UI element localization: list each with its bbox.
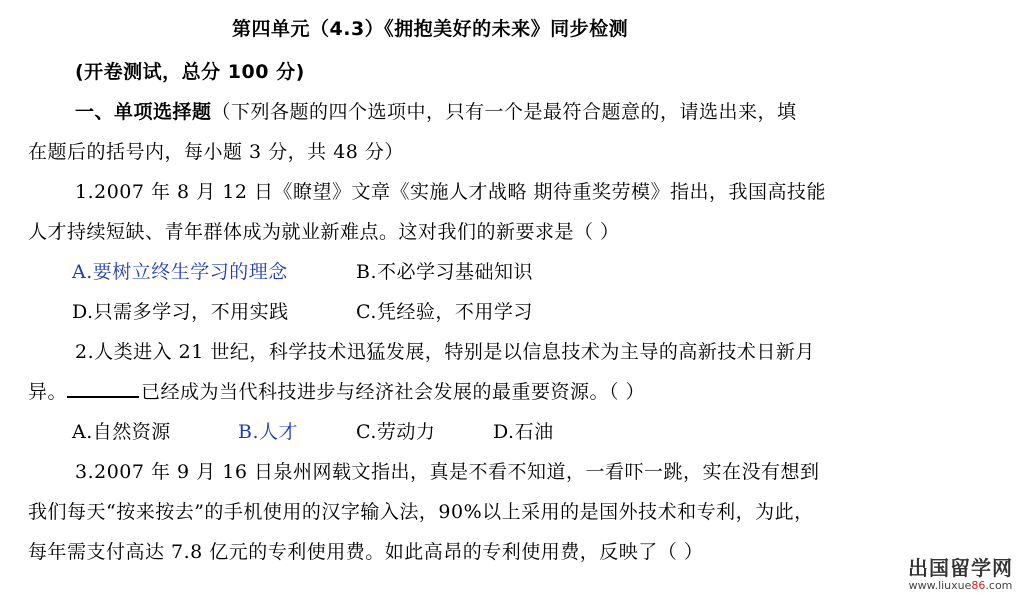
question-2-stem-continued [28,380,645,404]
section-description-continued: 在题后的括号内，每小题 3 分，共 48 分） [28,141,404,163]
question-2-prefix: 异。 [28,381,68,403]
question-2-suffix: 已经成为当代科技进步与经济社会发展的最重要资源。（ ） [141,381,646,403]
question-2-stem: 2.人类进入 21 世纪，科学技术迅猛发展，特别是以信息技术为主导的高新技术日新月 [75,341,815,363]
question-1-option-a: A.要树立终生学习的理念 [72,261,288,283]
document-subtitle: (开卷测试，总分 100 分) [75,61,305,83]
question-2-option-c: C.劳动力 [356,421,436,443]
question-3-stem: 3.2007 年 9 月 16 日泉州网载文指出，真是不看不知道，一看吓一跳，实在没有想到 [75,461,820,483]
question-1-option-d: D.只需多学习，不用实践 [72,301,289,323]
question-1-option-c: C.凭经验，不用学习 [356,301,533,323]
question-1-stem: 1.2007 年 8 月 12 日《瞭望》文章《实施人才战略 期待重奖劳模》指出，我国高技能 [75,181,826,203]
watermark-logo-text: 出国留学网 [908,556,1013,580]
fill-in-blank [67,380,139,398]
watermark-url: www.liuxue86.com [908,579,1013,592]
site-watermark [908,557,1013,592]
section-description: （下列各题的四个选项中，只有一个是最符合题意的，请选出来，填 [211,101,797,123]
question-1-option-b: B.不必学习基础知识 [356,261,534,283]
section-heading: 一、单项选择题 [75,101,212,123]
section-intro [75,100,797,124]
question-1-stem-continued: 人才持续短缺、青年群体成为就业新难点。这对我们的新要求是（ ） [28,221,620,243]
question-2-option-b: B.人才 [238,421,299,443]
question-2-option-d: D.石油 [493,421,554,443]
question-3-stem-continued: 我们每天“按来按去”的手机使用的汉字输入法，90%以上采用的是国外技术和专利，为此， [28,501,814,523]
document-title: 第四单元（4.3）《拥抱美好的未来》同步检测 [232,18,629,40]
question-2-option-a: A.自然资源 [72,421,171,443]
question-3-stem-final: 每年需支付高达 7.8 亿元的专利使用费。如此高昂的专利使用费，反映了（ ） [28,541,704,563]
